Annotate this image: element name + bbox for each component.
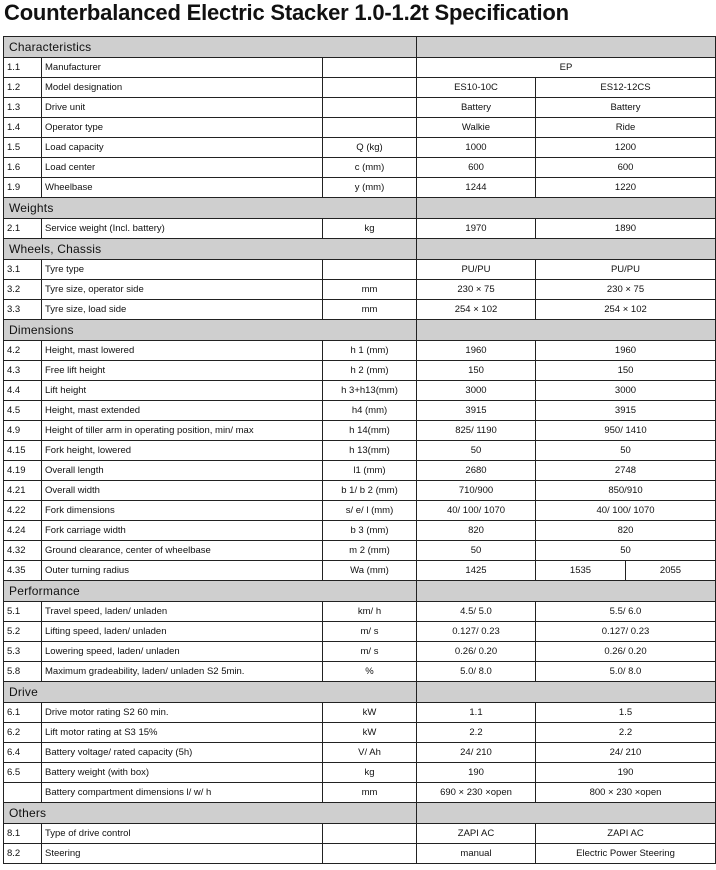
section-header-fill bbox=[417, 682, 716, 703]
row-value-model-a: 230 × 75 bbox=[417, 280, 536, 300]
table-row bbox=[4, 561, 716, 581]
row-value-model-b: 5.5/ 6.0 bbox=[536, 602, 716, 622]
row-value-model-a: 2680 bbox=[417, 461, 536, 481]
row-value-model-b: 0.127/ 0.23 bbox=[536, 622, 716, 642]
row-label: Battery compartment dimensions l/ w/ h bbox=[42, 783, 323, 803]
row-number: 5.2 bbox=[4, 622, 42, 642]
row-value-model-b: 1960 bbox=[536, 341, 716, 361]
section-title: Dimensions bbox=[4, 320, 417, 341]
row-unit: Wa (mm) bbox=[323, 561, 417, 581]
row-number: 4.9 bbox=[4, 421, 42, 441]
table-row bbox=[4, 381, 716, 401]
row-value-model-a: 50 bbox=[417, 541, 536, 561]
row-number: 8.1 bbox=[4, 824, 42, 844]
row-unit: h 13(mm) bbox=[323, 441, 417, 461]
row-number: 1.5 bbox=[4, 138, 42, 158]
row-number: 4.4 bbox=[4, 381, 42, 401]
table-row bbox=[4, 602, 716, 622]
table-row bbox=[4, 178, 716, 198]
section-title: Wheels, Chassis bbox=[4, 239, 417, 260]
table-row bbox=[4, 118, 716, 138]
table-row bbox=[4, 642, 716, 662]
row-value-model-a: 190 bbox=[417, 763, 536, 783]
row-number: 2.1 bbox=[4, 219, 42, 239]
row-label: Load capacity bbox=[42, 138, 323, 158]
row-unit: mm bbox=[323, 300, 417, 320]
row-number: 6.4 bbox=[4, 743, 42, 763]
row-value-model-a: ES10-10C bbox=[417, 78, 536, 98]
row-value-model-b-2: 2055 bbox=[626, 561, 716, 581]
table-row bbox=[4, 743, 716, 763]
row-unit: kg bbox=[323, 763, 417, 783]
row-unit: m 2 (mm) bbox=[323, 541, 417, 561]
row-value-model-a: 820 bbox=[417, 521, 536, 541]
table-row bbox=[4, 844, 716, 864]
table-row bbox=[4, 300, 716, 320]
table-row bbox=[4, 58, 716, 78]
row-value-model-b: 820 bbox=[536, 521, 716, 541]
row-label: Lowering speed, laden/ unladen bbox=[42, 642, 323, 662]
row-value-model-a: 690 × 230 ×open bbox=[417, 783, 536, 803]
row-value-model-a: 1.1 bbox=[417, 703, 536, 723]
row-value-model-b: ES12-12CS bbox=[536, 78, 716, 98]
row-value-model-a: 0.127/ 0.23 bbox=[417, 622, 536, 642]
row-value-model-b: 3915 bbox=[536, 401, 716, 421]
table-row bbox=[4, 521, 716, 541]
table-row bbox=[4, 441, 716, 461]
row-number: 4.2 bbox=[4, 341, 42, 361]
table-row bbox=[4, 662, 716, 682]
row-number: 1.2 bbox=[4, 78, 42, 98]
row-number: 4.22 bbox=[4, 501, 42, 521]
section-header-fill bbox=[417, 803, 716, 824]
table-row bbox=[4, 783, 716, 803]
row-unit bbox=[323, 844, 417, 864]
row-value-model-b: 0.26/ 0.20 bbox=[536, 642, 716, 662]
row-value-model-a: 40/ 100/ 1070 bbox=[417, 501, 536, 521]
row-number: 4.19 bbox=[4, 461, 42, 481]
row-value-model-a: 1970 bbox=[417, 219, 536, 239]
row-number: 4.5 bbox=[4, 401, 42, 421]
row-label: Outer turning radius bbox=[42, 561, 323, 581]
row-number bbox=[4, 783, 42, 803]
spec-table bbox=[3, 36, 716, 864]
row-number: 6.1 bbox=[4, 703, 42, 723]
row-unit: b 1/ b 2 (mm) bbox=[323, 481, 417, 501]
section-header bbox=[4, 198, 716, 219]
row-unit: kg bbox=[323, 219, 417, 239]
row-label: Steering bbox=[42, 844, 323, 864]
row-label: Fork dimensions bbox=[42, 501, 323, 521]
row-value-model-a: 710/900 bbox=[417, 481, 536, 501]
row-label: Drive motor rating S2 60 min. bbox=[42, 703, 323, 723]
row-unit: V/ Ah bbox=[323, 743, 417, 763]
row-unit: h 2 (mm) bbox=[323, 361, 417, 381]
row-label: Load center bbox=[42, 158, 323, 178]
table-row bbox=[4, 98, 716, 118]
row-label: Type of drive control bbox=[42, 824, 323, 844]
row-label: Operator type bbox=[42, 118, 323, 138]
row-label: Tyre size, load side bbox=[42, 300, 323, 320]
row-value-model-a: Battery bbox=[417, 98, 536, 118]
row-value-model-b: Ride bbox=[536, 118, 716, 138]
row-value-model-a: manual bbox=[417, 844, 536, 864]
table-row bbox=[4, 158, 716, 178]
row-label: Tyre size, operator side bbox=[42, 280, 323, 300]
section-header bbox=[4, 581, 716, 602]
row-number: 4.21 bbox=[4, 481, 42, 501]
row-value-model-b: 150 bbox=[536, 361, 716, 381]
row-label: Drive unit bbox=[42, 98, 323, 118]
table-row bbox=[4, 361, 716, 381]
row-value-model-a: 5.0/ 8.0 bbox=[417, 662, 536, 682]
row-value-model-b: 3000 bbox=[536, 381, 716, 401]
row-number: 4.15 bbox=[4, 441, 42, 461]
row-unit: h 1 (mm) bbox=[323, 341, 417, 361]
row-value-model-b: 50 bbox=[536, 441, 716, 461]
section-header-fill bbox=[417, 581, 716, 602]
row-unit: h 14(mm) bbox=[323, 421, 417, 441]
section-header-fill bbox=[417, 198, 716, 219]
row-number: 3.3 bbox=[4, 300, 42, 320]
row-label: Overall length bbox=[42, 461, 323, 481]
row-value-model-a: 2.2 bbox=[417, 723, 536, 743]
row-label: Wheelbase bbox=[42, 178, 323, 198]
table-row bbox=[4, 501, 716, 521]
table-row bbox=[4, 421, 716, 441]
row-number: 4.35 bbox=[4, 561, 42, 581]
row-label: Height, mast lowered bbox=[42, 341, 323, 361]
row-unit: m/ s bbox=[323, 622, 417, 642]
row-label: Tyre type bbox=[42, 260, 323, 280]
row-unit bbox=[323, 824, 417, 844]
row-value-model-b: 800 × 230 ×open bbox=[536, 783, 716, 803]
row-number: 1.4 bbox=[4, 118, 42, 138]
table-row bbox=[4, 541, 716, 561]
row-value-model-a: 1000 bbox=[417, 138, 536, 158]
row-number: 5.3 bbox=[4, 642, 42, 662]
row-label: Fork height, lowered bbox=[42, 441, 323, 461]
row-value-model-a: 1244 bbox=[417, 178, 536, 198]
row-label: Fork carriage width bbox=[42, 521, 323, 541]
row-value-model-b: Battery bbox=[536, 98, 716, 118]
section-header-fill bbox=[417, 239, 716, 260]
table-row bbox=[4, 824, 716, 844]
row-label: Overall width bbox=[42, 481, 323, 501]
section-header bbox=[4, 239, 716, 260]
row-unit: mm bbox=[323, 280, 417, 300]
row-value-merged: EP bbox=[417, 58, 716, 78]
table-row bbox=[4, 341, 716, 361]
table-row bbox=[4, 763, 716, 783]
row-unit: kW bbox=[323, 703, 417, 723]
row-number: 6.5 bbox=[4, 763, 42, 783]
section-title: Weights bbox=[4, 198, 417, 219]
table-row bbox=[4, 401, 716, 421]
row-unit bbox=[323, 78, 417, 98]
page-title: Counterbalanced Electric Stacker 1.0-1.2t Specification bbox=[4, 0, 569, 25]
row-value-model-a: 1960 bbox=[417, 341, 536, 361]
row-value-model-a: ZAPI AC bbox=[417, 824, 536, 844]
row-value-model-a: 1425 bbox=[417, 561, 536, 581]
row-value-model-a: 3915 bbox=[417, 401, 536, 421]
row-number: 1.9 bbox=[4, 178, 42, 198]
row-unit: m/ s bbox=[323, 642, 417, 662]
row-value-model-a: 150 bbox=[417, 361, 536, 381]
row-number: 1.1 bbox=[4, 58, 42, 78]
row-value-model-a: PU/PU bbox=[417, 260, 536, 280]
row-unit: Q (kg) bbox=[323, 138, 417, 158]
row-value-model-b: PU/PU bbox=[536, 260, 716, 280]
row-value-model-a: 4.5/ 5.0 bbox=[417, 602, 536, 622]
row-value-model-b: ZAPI AC bbox=[536, 824, 716, 844]
row-value-model-a: 50 bbox=[417, 441, 536, 461]
row-value-model-a: 24/ 210 bbox=[417, 743, 536, 763]
row-unit: b 3 (mm) bbox=[323, 521, 417, 541]
row-label: Model designation bbox=[42, 78, 323, 98]
section-header bbox=[4, 682, 716, 703]
row-value-model-b: 1890 bbox=[536, 219, 716, 239]
row-value-model-b: 5.0/ 8.0 bbox=[536, 662, 716, 682]
table-row bbox=[4, 481, 716, 501]
row-number: 1.6 bbox=[4, 158, 42, 178]
row-value-model-a: 600 bbox=[417, 158, 536, 178]
table-row bbox=[4, 703, 716, 723]
row-value-model-b: 850/910 bbox=[536, 481, 716, 501]
row-value-model-b: 254 × 102 bbox=[536, 300, 716, 320]
row-unit bbox=[323, 118, 417, 138]
row-value-model-b: 230 × 75 bbox=[536, 280, 716, 300]
row-value-model-b: 2.2 bbox=[536, 723, 716, 743]
row-unit bbox=[323, 58, 417, 78]
row-number: 4.32 bbox=[4, 541, 42, 561]
row-value-model-b: Electric Power Steering bbox=[536, 844, 716, 864]
row-number: 4.24 bbox=[4, 521, 42, 541]
row-value-model-a: 3000 bbox=[417, 381, 536, 401]
row-unit: kW bbox=[323, 723, 417, 743]
row-label: Height, mast extended bbox=[42, 401, 323, 421]
row-label: Height of tiller arm in operating position, min/ max bbox=[42, 421, 323, 441]
table-row bbox=[4, 622, 716, 642]
section-title: Others bbox=[4, 803, 417, 824]
section-header bbox=[4, 37, 716, 58]
row-value-model-b: 50 bbox=[536, 541, 716, 561]
table-row bbox=[4, 260, 716, 280]
row-label: Free lift height bbox=[42, 361, 323, 381]
row-unit: h4 (mm) bbox=[323, 401, 417, 421]
row-unit: h 3+h13(mm) bbox=[323, 381, 417, 401]
section-title: Characteristics bbox=[4, 37, 417, 58]
table-row bbox=[4, 461, 716, 481]
row-value-model-b: 24/ 210 bbox=[536, 743, 716, 763]
row-unit: km/ h bbox=[323, 602, 417, 622]
row-label: Manufacturer bbox=[42, 58, 323, 78]
section-title: Performance bbox=[4, 581, 417, 602]
table-row bbox=[4, 138, 716, 158]
row-value-model-a: Walkie bbox=[417, 118, 536, 138]
row-number: 8.2 bbox=[4, 844, 42, 864]
section-header bbox=[4, 803, 716, 824]
row-label: Travel speed, laden/ unladen bbox=[42, 602, 323, 622]
row-value-model-b: 950/ 1410 bbox=[536, 421, 716, 441]
row-number: 5.8 bbox=[4, 662, 42, 682]
row-value-model-b-1: 1535 bbox=[536, 561, 626, 581]
row-label: Maximum gradeability, laden/ unladen S2 5min. bbox=[42, 662, 323, 682]
row-label: Battery weight (with box) bbox=[42, 763, 323, 783]
row-number: 4.3 bbox=[4, 361, 42, 381]
row-number: 6.2 bbox=[4, 723, 42, 743]
row-label: Lift motor rating at S3 15% bbox=[42, 723, 323, 743]
row-unit: y (mm) bbox=[323, 178, 417, 198]
row-value-model-b: 190 bbox=[536, 763, 716, 783]
row-value-model-b: 2748 bbox=[536, 461, 716, 481]
row-value-model-a: 825/ 1190 bbox=[417, 421, 536, 441]
row-label: Ground clearance, center of wheelbase bbox=[42, 541, 323, 561]
row-value-model-a: 254 × 102 bbox=[417, 300, 536, 320]
row-value-model-b: 1220 bbox=[536, 178, 716, 198]
row-number: 3.2 bbox=[4, 280, 42, 300]
table-row bbox=[4, 723, 716, 743]
table-row bbox=[4, 78, 716, 98]
row-label: Battery voltage/ rated capacity (5h) bbox=[42, 743, 323, 763]
row-number: 1.3 bbox=[4, 98, 42, 118]
row-value-model-b: 40/ 100/ 1070 bbox=[536, 501, 716, 521]
row-value-model-b: 600 bbox=[536, 158, 716, 178]
table-row bbox=[4, 280, 716, 300]
row-unit bbox=[323, 260, 417, 280]
row-label: Service weight (Incl. battery) bbox=[42, 219, 323, 239]
section-header-fill bbox=[417, 320, 716, 341]
row-value-model-b: 1200 bbox=[536, 138, 716, 158]
row-label: Lifting speed, laden/ unladen bbox=[42, 622, 323, 642]
row-unit: % bbox=[323, 662, 417, 682]
row-unit: c (mm) bbox=[323, 158, 417, 178]
row-unit: l1 (mm) bbox=[323, 461, 417, 481]
table-row bbox=[4, 219, 716, 239]
row-label: Lift height bbox=[42, 381, 323, 401]
row-value-model-b: 1.5 bbox=[536, 703, 716, 723]
row-unit bbox=[323, 98, 417, 118]
section-header-fill bbox=[417, 37, 716, 58]
section-header bbox=[4, 320, 716, 341]
row-number: 5.1 bbox=[4, 602, 42, 622]
row-value-model-a: 0.26/ 0.20 bbox=[417, 642, 536, 662]
row-number: 3.1 bbox=[4, 260, 42, 280]
row-unit: s/ e/ l (mm) bbox=[323, 501, 417, 521]
section-title: Drive bbox=[4, 682, 417, 703]
row-unit: mm bbox=[323, 783, 417, 803]
